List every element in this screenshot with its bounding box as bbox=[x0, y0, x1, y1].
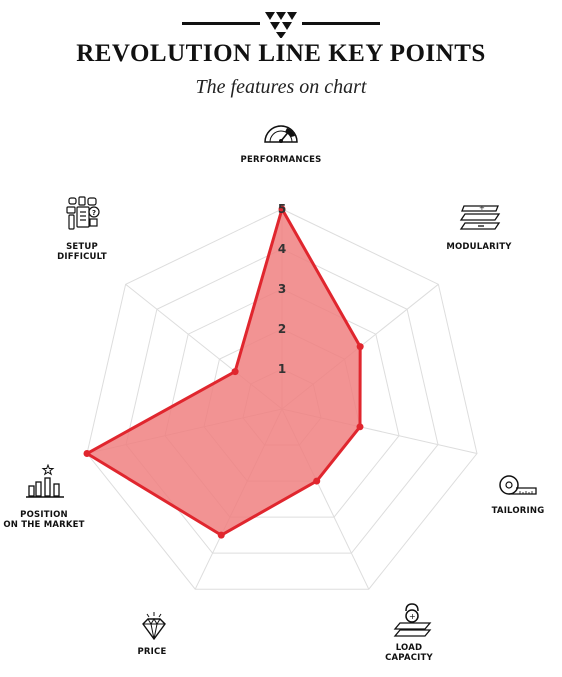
tick-label: 4 bbox=[277, 242, 287, 256]
axis-label-line: CAPACITY bbox=[385, 653, 433, 663]
tick-label: 5 bbox=[277, 202, 287, 216]
kettlebell-icon bbox=[391, 602, 433, 638]
tick-label: 2 bbox=[277, 322, 287, 336]
page-subtitle: The features on chart bbox=[195, 76, 367, 98]
axis-label-performances bbox=[221, 155, 341, 165]
data-point-3 bbox=[356, 423, 363, 430]
svg-text:?: ? bbox=[92, 209, 97, 217]
axis-label-line: LOAD bbox=[395, 643, 423, 653]
diamond-icon bbox=[138, 611, 170, 641]
page-title: REVOLUTION LINE KEY POINTS bbox=[76, 40, 486, 67]
axis-label-line: PERFORMANCES bbox=[240, 155, 322, 165]
tools-icon bbox=[64, 195, 104, 231]
axis-label-line: PRICE bbox=[137, 647, 167, 657]
axis-label-line: SETUP bbox=[66, 242, 98, 252]
data-point-7 bbox=[232, 368, 239, 375]
axis-label-modularity bbox=[419, 242, 539, 252]
axis-label-tailoring bbox=[458, 506, 562, 516]
gauge-icon bbox=[262, 120, 300, 144]
axis-label-load-capacity bbox=[349, 643, 469, 663]
layers-icon bbox=[458, 200, 502, 234]
axis-label-line: POSITION bbox=[20, 510, 68, 520]
axis-label-line: MODULARITY bbox=[446, 242, 512, 252]
axis-label-position-on-the-market bbox=[0, 510, 104, 530]
svg-text:+: + bbox=[409, 612, 416, 621]
axis-label-price bbox=[92, 647, 212, 657]
axis-label-line: DIFFICULT bbox=[57, 252, 107, 262]
data-point-4 bbox=[313, 478, 320, 485]
tick-label: 3 bbox=[277, 282, 287, 296]
axis-label-line: TAILORING bbox=[491, 506, 545, 516]
measuring-tape-icon bbox=[498, 474, 540, 498]
data-point-5 bbox=[218, 532, 225, 539]
svg-text:+: + bbox=[479, 204, 485, 212]
data-point-2 bbox=[357, 343, 364, 350]
data-point-6 bbox=[84, 450, 91, 457]
axis-label-line: ON THE MARKET bbox=[3, 520, 85, 530]
tick-label: 1 bbox=[277, 362, 287, 376]
bar-chart-star-icon bbox=[24, 464, 66, 500]
axis-label-setup-difficult bbox=[22, 242, 142, 262]
